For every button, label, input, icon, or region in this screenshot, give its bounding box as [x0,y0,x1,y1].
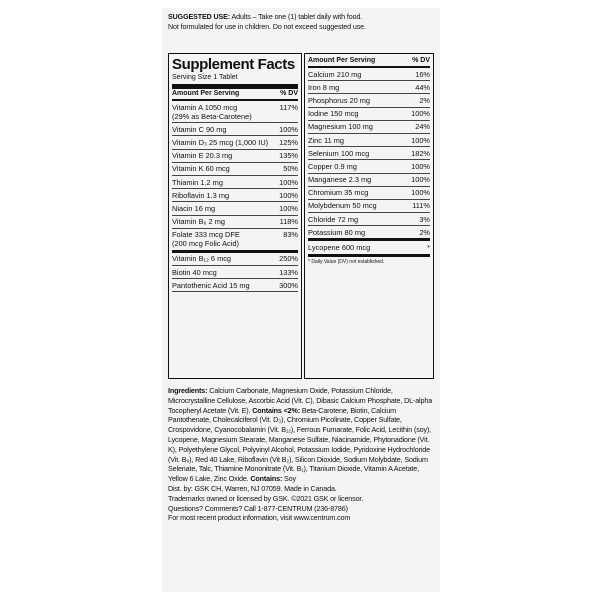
distributor-line: Dist. by: GSK CH, Warren, NJ 07059. Made in Canada. [168,483,337,493]
facts-header-left [172,89,298,101]
nutrient-dv: 100% [279,124,298,134]
nutrient-name: Iodine 150 mcg [308,109,359,119]
nutrient-dv: 182% [411,148,430,158]
ingredients-label: Ingredients: [168,386,208,395]
nutrient-name: Magnesium 100 mg [308,122,373,132]
nutrient-dv: * [427,243,430,253]
facts-header-right [308,55,430,68]
nutrient-row [308,174,430,187]
supplement-facts-table [168,53,434,379]
questions-line: Questions? Comments? Call 1-877-CENTRUM (236-8786) [168,503,348,513]
nutrient-row [172,101,298,123]
nutrient-dv: 2% [419,227,430,237]
nutrient-dv: 2% [419,95,430,105]
nutrient-dv: 250% [279,254,298,264]
nutrient-name: Zinc 11 mg [308,135,345,145]
nutrient-name: Folate 333 mcg DFE (200 mcg Folic Acid) [172,230,240,249]
nutrient-name: Vitamin D₃ 25 mcg (1,000 IU) [172,137,269,147]
product-info-line: For most recent product information, visit www.centrum.com [168,513,351,523]
nutrient-name: Manganese 2.3 mg [308,175,372,185]
nutrient-dv: 100% [411,109,430,119]
dv-header: % DV [280,90,298,97]
nutrient-row [308,187,430,200]
nutrient-name: Iron 8 mg [308,82,340,92]
ingredients-text-2: Beta-Carotene, Biotin, Calcium Pantothenate, Cholecalciferol (Vit. D₃), Chromium Picolinate, Copper Sulfate, Crospovidone, Cyanocobalamin (Vit. B₁₂), Ferrous Fumarate, Folic Acid, Lecithin (soy), Lycopene, Magnesium Stearate, Manganese Sulfate, Niacinamide, Phytonadione (Vit. K), Polyethylene Glycol, Polyvinyl Alcohol, Potassium Iodide, Pyridoxine Hydrochloride (Vit. B₆), Red 40 Lake, Riboflavin (Vit B₂), Silicon Dioxide, Sodium Molybdate, Sodium Selenate, Talc, Thiamine Mononitrate (Vit. B₁), Titanium Dioxide, Vitamin A Acetate, Yellow 6 Lake, Zinc Oxide. [168,405,432,484]
suggested-use-text: Adults – Take one (1) tablet daily with food. [230,13,363,21]
nutrient-row [172,202,298,215]
nutrient-name: Vitamin A 1050 mcg (29% as Beta-Carotene) [172,102,252,121]
nutrient-name: Lycopene 600 mcg [308,243,371,253]
nutrient-dv: 118% [279,217,298,227]
nutrient-dv: 100% [411,135,430,145]
nutrient-row [172,266,298,279]
nutrient-row [308,147,430,160]
nutrient-name: Molybdenum 50 mcg [308,201,377,211]
nutrient-name: Chloride 72 mg [308,214,359,224]
facts-left-column [168,53,302,379]
nutrient-dv: 100% [279,177,298,187]
nutrient-dv: 117% [279,102,298,112]
nutrient-dv: 24% [415,122,430,132]
amount-header: Amount Per Serving [308,57,376,64]
nutrient-dv: 100% [411,188,430,198]
facts-right-column [304,53,434,379]
nutrient-row [308,226,430,241]
nutrient-row [172,216,298,229]
nutrient-name: Biotin 40 mcg [172,267,217,277]
nutrient-row [308,200,430,213]
nutrient-row [308,81,430,94]
nutrient-row [172,176,298,189]
nutrient-row [308,94,430,107]
nutrient-name: Calcium 210 mg [308,69,362,79]
nutrient-row [172,229,298,253]
nutrient-dv: 100% [411,175,430,185]
nutrient-dv: 133% [279,267,298,277]
nutrient-name: Phosphorus 20 mg [308,95,371,105]
nutrient-row [308,160,430,173]
nutrient-row [172,189,298,202]
nutrient-name: Pantothenic Acid 15 mg [172,280,250,290]
nutrient-dv: 300% [279,280,298,290]
nutrient-row [308,68,430,81]
left-nutrient-list [172,101,298,292]
nutrient-dv: 16% [415,69,430,79]
nutrient-dv: 135% [279,151,298,161]
nutrient-name: Niacin 16 mg [172,203,216,213]
nutrient-row [172,253,298,266]
ingredients-section [168,386,436,523]
right-nutrient-list [308,68,430,257]
nutrient-name: Potassium 80 mg [308,227,366,237]
nutrient-row [308,134,430,147]
nutrient-name: Vitamin B₁₂ 6 mcg [172,254,232,264]
suggested-use-warning: Not formulated for use in children. Do not exceed suggested use. [168,22,366,31]
nutrient-dv: 100% [411,161,430,171]
dv-header: % DV [412,57,430,64]
supplement-label-panel [162,8,440,592]
nutrient-row [172,136,298,149]
nutrient-name: Vitamin B₆ 2 mg [172,217,225,227]
nutrient-dv: 83% [283,230,298,240]
nutrient-name: Chromium 35 mcg [308,188,369,198]
nutrient-name: Selenium 100 mcg [308,148,370,158]
facts-title: Supplement Facts [172,56,295,73]
contains-less-label: Contains <2%: [252,405,300,415]
amount-header: Amount Per Serving [172,90,240,97]
nutrient-name: Thiamin 1.2 mg [172,177,223,187]
suggested-use [168,13,434,32]
nutrient-name: Vitamin E 20.3 mg [172,151,233,161]
nutrient-row [308,241,430,256]
nutrient-dv: 111% [412,201,430,211]
nutrient-dv: 100% [279,203,298,213]
nutrient-dv: 44% [415,82,430,92]
nutrient-dv: 50% [283,164,298,174]
nutrient-dv: 100% [279,190,298,200]
ingredients-text-1: Calcium Carbonate, Magnesium Oxide, Potassium Chloride, Microcrystalline Cellulose, Ascorbic Acid (Vit. C), Dibasic Calcium Phosphate, DL-alpha Tocopheryl Acetate (Vit. E). [168,386,433,415]
nutrient-name: Copper 0.9 mg [308,161,357,171]
serving-size: Serving Size 1 Tablet [172,73,298,89]
contains-label: Contains: [250,474,283,484]
nutrient-row [308,108,430,121]
nutrient-dv: 3% [419,214,430,224]
nutrient-dv: 125% [279,137,298,147]
nutrient-row [172,163,298,176]
trademark-line: Trademarks owned or licensed by GSK. ©2021 GSK or licensor. [168,493,364,503]
nutrient-row [172,279,298,292]
nutrient-name: Riboflavin 1.3 mg [172,190,230,200]
allergen-text: Soy [282,474,296,484]
suggested-use-label: SUGGESTED USE: [168,13,231,21]
nutrient-row [172,150,298,163]
nutrient-row [308,121,430,134]
dv-footnote: * Daily Value (DV) not established. [308,258,385,265]
nutrient-name: Vitamin K 60 mcg [172,164,230,174]
nutrient-row [308,213,430,226]
nutrient-row [172,123,298,136]
nutrient-name: Vitamin C 90 mg [172,124,227,134]
